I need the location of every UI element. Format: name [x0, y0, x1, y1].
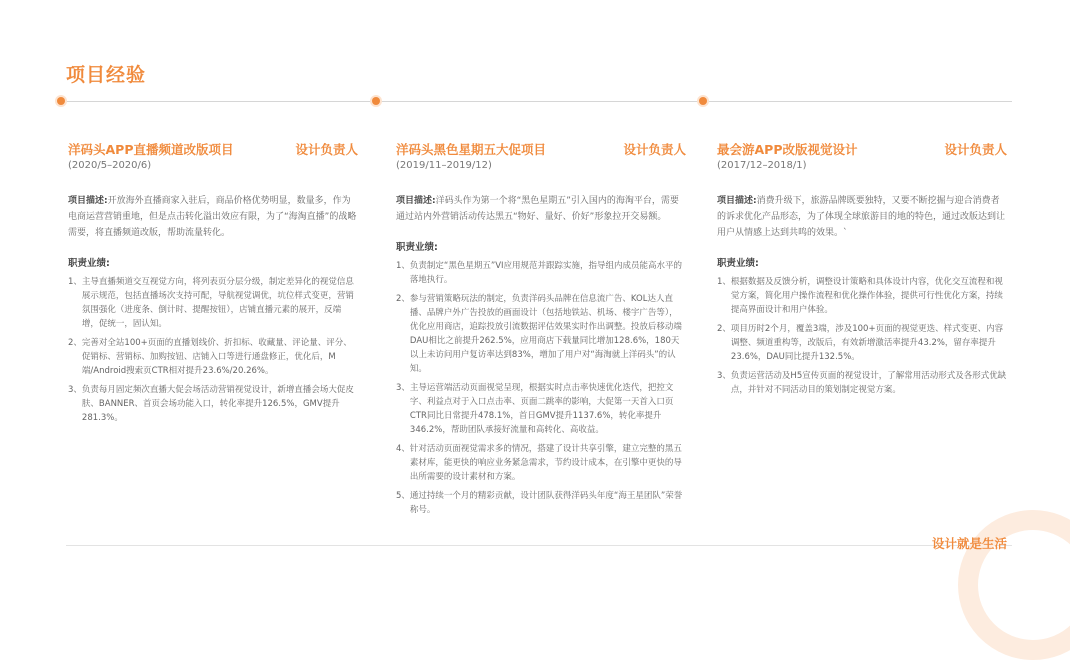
footer-slogan: 设计就是生活 — [932, 536, 1008, 551]
project-date: (2019/11–2019/12) — [396, 160, 492, 171]
duty-number: 1、 — [396, 261, 410, 271]
project-name: 洋码头APP直播频道改版项目 — [68, 142, 234, 157]
project-date: (2020/5–2020/6) — [68, 160, 152, 171]
duty-number: 2、 — [68, 338, 82, 348]
duty-text: 负责运营活动及H5宣传页面的视觉设计，了解常用活动形式及各形式优缺点，并针对不同活动目的策划制定视觉方案。 — [730, 371, 1007, 395]
duty-item — [396, 442, 686, 484]
duty-number: 5、 — [396, 491, 410, 501]
duties-title: 职责业绩: — [717, 258, 759, 269]
duty-number: 3、 — [717, 371, 731, 381]
project-role: 设计负责人 — [623, 142, 686, 157]
duty-number: 3、 — [68, 385, 82, 395]
project-card — [396, 140, 686, 522]
duty-text: 负责每月固定频次直播大促会场活动营销视觉设计，新增直播会场大促皮肤、BANNER、首页会场功能入口，转化率提升126.5%，GMV提升281.3%。 — [81, 385, 354, 423]
project-description — [396, 193, 686, 225]
timeline-dot — [699, 97, 707, 105]
duty-item — [68, 275, 358, 331]
description-label: 项目描述: — [396, 196, 436, 206]
duties-list — [717, 275, 1007, 397]
duty-text: 针对活动页面视觉需求多的情况，搭建了设计共享引擎，建立完整的黑五素材库，能更快的响应业务紧急需求，节约设计成本，在引擎中更快的导出所需要的设计素材和方案。 — [409, 444, 682, 482]
timeline-divider — [66, 101, 1012, 102]
duty-text: 根据数据及反馈分析，调整设计策略和具体设计内容，优化交互流程和视觉方案，简化用户操作流程和优化操作体验，提供可行性优化方案，持续提高界面设计和用户体验。 — [730, 277, 1003, 315]
duties-list — [68, 275, 358, 425]
duty-number: 3、 — [396, 383, 410, 393]
duties-title: 职责业绩: — [396, 242, 438, 253]
duty-number: 4、 — [396, 444, 410, 454]
duty-item — [396, 489, 686, 517]
duty-number: 1、 — [717, 277, 731, 287]
project-role: 设计负责人 — [944, 142, 1007, 157]
duty-item — [68, 383, 358, 425]
project-card — [68, 140, 358, 430]
description-label: 项目描述: — [68, 196, 108, 206]
page-title: 项目经验 — [66, 64, 147, 86]
description-text: 洋码头作为第一个将“黑色星期五”引入国内的海淘平台，需要通过站内外营销活动传达黑五“物好、量好、价好”形象拉开交易额。 — [396, 196, 679, 222]
duty-number: 2、 — [396, 294, 410, 304]
timeline-dot — [57, 97, 65, 105]
duty-text: 主导运营端活动页面视觉呈现，根据实时点击率快速优化迭代，把控文字、利益点对于入口点击率、页面二跳率的影响，大促第一天首入口页CTR同比日常提升478.1%，首日GMV提升1137.6%，转化率提升346.2%，帮助团队承接好流量和高转化、高收益。 — [409, 383, 674, 435]
duty-item — [717, 322, 1007, 364]
duty-text: 负责制定“黑色星期五”VI应用规范并跟踪实施，指导组内成员能高水平的落地执行。 — [409, 261, 683, 285]
duty-item — [396, 381, 686, 437]
duty-item — [396, 292, 686, 376]
duty-item — [396, 259, 686, 287]
project-name: 最会游APP改版视觉设计 — [717, 142, 858, 157]
project-role: 设计负责人 — [295, 142, 358, 157]
footer-divider — [66, 545, 1012, 546]
decorative-ring — [958, 510, 1070, 660]
duties-list — [396, 259, 686, 517]
duty-text: 项目历时2个月，覆盖3端，涉及100+页面的视觉更迭、样式变更、内容调整、频道重构等，改版后，有效新增激活率提升43.2%，留存率提升23.6%，DAU同比提升132.5%。 — [730, 324, 1004, 362]
timeline-dot — [372, 97, 380, 105]
project-description — [717, 193, 1007, 241]
duty-number: 2、 — [717, 324, 731, 334]
description-label: 项目描述: — [717, 196, 757, 206]
project-card — [717, 140, 1007, 402]
duty-number: 1、 — [68, 277, 82, 287]
duty-text: 参与营销策略玩法的制定，负责洋码头品牌在信息流广告、KOL达人直播、品牌户外广告投放的画面设计（包括地铁站、机场、楼宇广告等），优化应用商店，追踪投放引流数据评估效果实时作出调整。投放后移动端DAU相比之前提升262.5%，应用商店下载量同比增加128.6%，180天以上未访问用户复访率达到83%，增加了用户对“海淘就上洋码头”的认知。 — [409, 294, 682, 374]
project-description — [68, 193, 358, 241]
description-text: 消费升级下，旅游品牌既要独特，又要不断挖掘与迎合消费者的诉求优化产品形态，为了体现全球旅游目的地的特色，通过改版达到让用户从情感上达到共鸣的效果。` — [717, 196, 1006, 238]
duty-item — [68, 336, 358, 378]
duty-item — [717, 275, 1007, 317]
duties-title: 职责业绩: — [68, 258, 110, 269]
description-text: 开放海外直播商家入驻后，商品价格优势明显，数量多，作为电商运营营销重地，但是点击转化溢出效应有限，为了“海淘直播”的战略需要，将直播频道改版，帮助流量转化。 — [68, 196, 357, 238]
duty-text: 完善对全站100+页面的直播划线价、折扣标、收藏量、评论量、评分、促销标、营销标、加购按钮、店铺入口等进行通盘修正，优化后，M端/Android搜索页CTR相对提升23.6%/20.26%。 — [81, 338, 352, 376]
project-name: 洋码头黑色星期五大促项目 — [396, 142, 547, 157]
duty-item — [717, 369, 1007, 397]
project-date: (2017/12–2018/1) — [717, 160, 807, 171]
duty-text: 主导直播频道交互视觉方向，将列表页分层分级，制定差异化的视觉信息展示规范，包括直播场次支持可配，导航视觉调优，坑位样式变更，营销氛围强化（进度条、倒计时、提醒按钮），店铺直播元素的展开，反端增，促统一，固认知。 — [81, 277, 354, 329]
duty-text: 通过持续一个月的精彩贡献，设计团队获得洋码头年度“海王星团队”荣誉称号。 — [409, 491, 683, 515]
